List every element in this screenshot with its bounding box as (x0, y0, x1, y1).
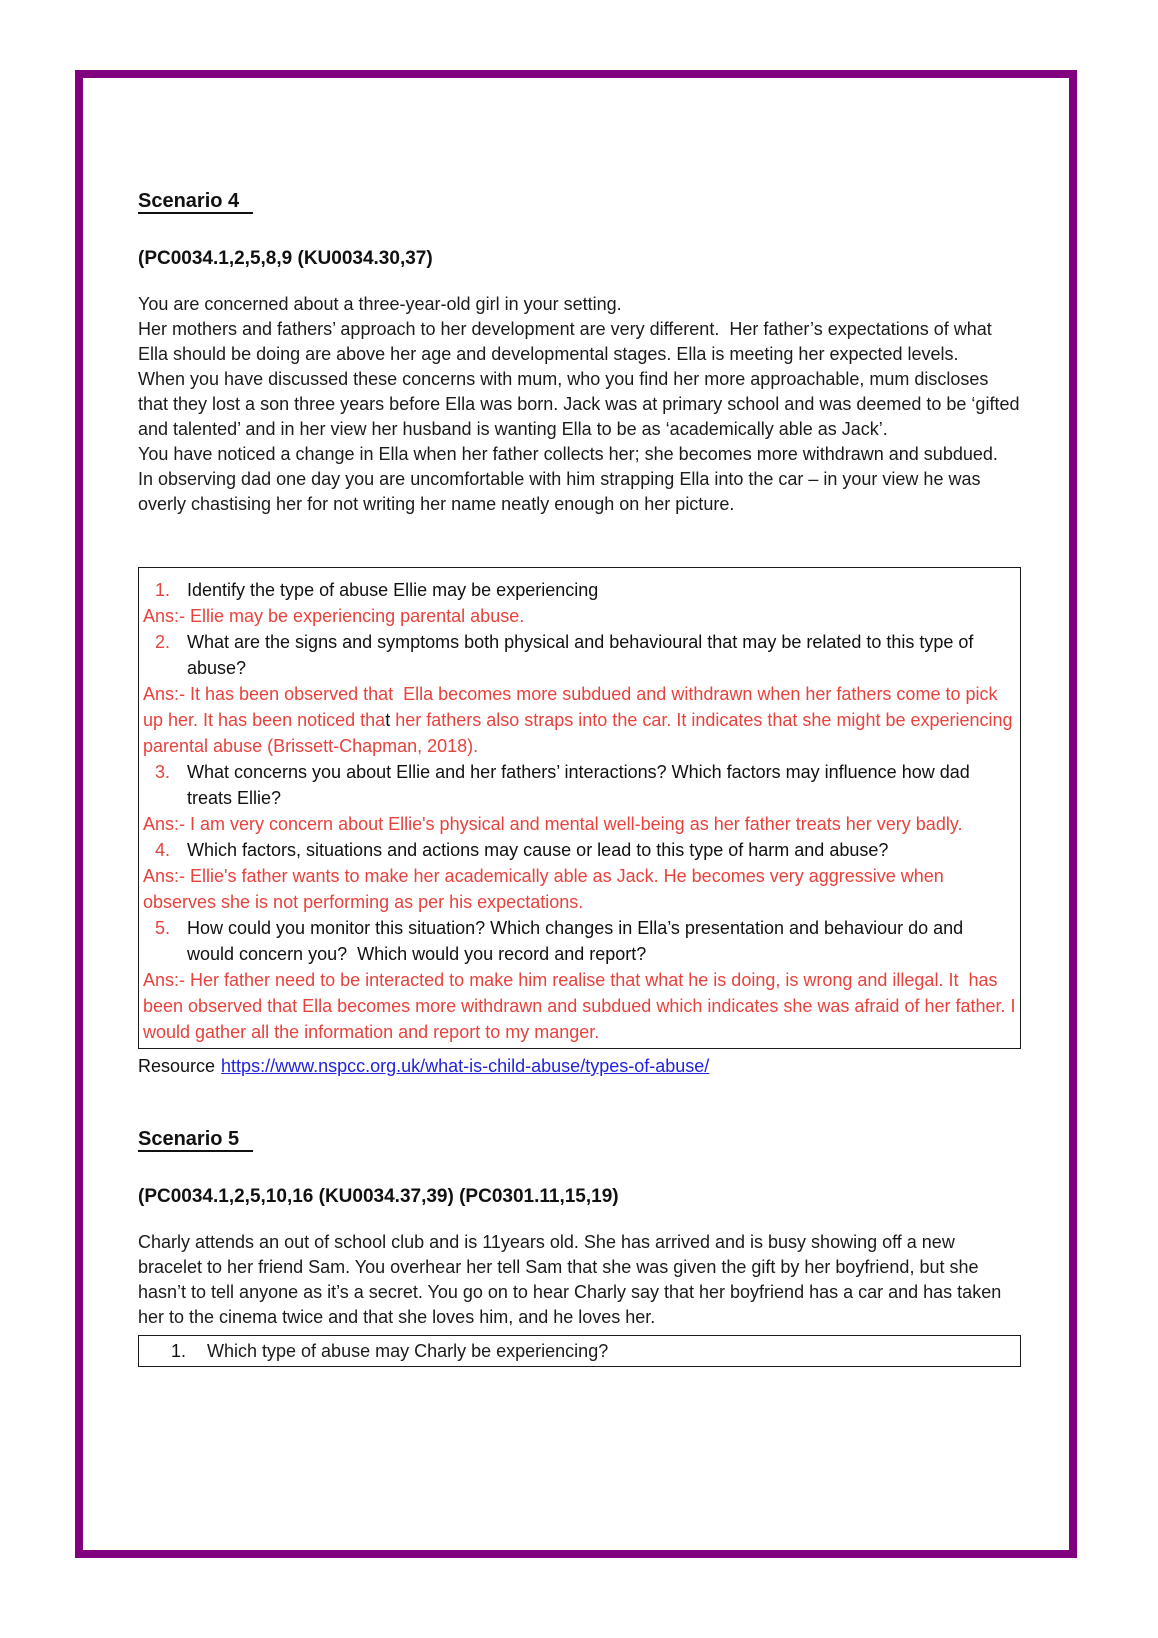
answer-3: Ans:- I am very concern about Ellie's physical and mental well-being as her father treats her very badly. (143, 814, 963, 834)
answer-2-part1: Ans:- It has been observed that Ella becomes more subdued and withdrawn when her fathers come to pick up her. It has been noticed tha (143, 684, 1003, 730)
answer-1: Ans:- Ellie may be experiencing parental abuse. (143, 606, 525, 626)
question-2-number: 2. (155, 632, 171, 652)
document-page-border (75, 70, 1077, 1558)
scenario4-paragraph-line: When you have discussed these concerns with mum, who you find her more approachable, mum discloses that they lost a son three years before Ella was born. Jack was at primary school and was deemed to be ‘gifted and talented’ and in her view her husband is wanting Ella to be as ‘academically able as Jack’. (138, 369, 1025, 439)
resource-label: Resource (138, 1056, 216, 1076)
scenario5-question-box (138, 1335, 1021, 1367)
question-5-number: 5. (155, 918, 171, 938)
answer-2 (143, 681, 1016, 759)
question-1 (143, 577, 1016, 603)
question-2-text: What are the signs and symptoms both physical and behavioural that may be related to this type of abuse? (187, 632, 979, 678)
scenario5-heading-text: Scenario 5 (138, 1128, 253, 1152)
question-3-text: What concerns you about Ellie and her fathers’ interactions? Which factors may influence how dad treats Ellie? (187, 762, 975, 808)
scenario4-heading-text: Scenario 4 (138, 190, 253, 214)
question-4-number: 4. (155, 840, 171, 860)
answer-2-part2: her fathers also straps into the car. It indicates that she might be experiencing parental abuse (Brissett-Chapman, 2018). (143, 710, 1018, 756)
scenario5-heading (138, 1126, 1021, 1152)
nspcc-link[interactable]: https://www.nspcc.org.uk/what-is-child-abuse/types-of-abuse/ (221, 1056, 710, 1076)
document-content (83, 188, 1069, 1367)
answer-2-black-char: t (385, 710, 391, 730)
scenario4-heading (138, 188, 1021, 214)
question-5 (143, 915, 1016, 967)
question-2 (143, 629, 1016, 681)
answer-4: Ans:- Ellie's father wants to make her academically able as Jack. He becomes very aggressive when observes she is not performing as per his expectations. (143, 866, 949, 912)
answer-5: Ans:- Her father need to be interacted to make him realise that what he is doing, is wrong and illegal. It has been observed that Ella becomes more withdrawn and subdued which indicates she was afraid of her father. I would gather all the information and report to my manger. (143, 970, 1021, 1042)
scenario4-question-box (138, 567, 1021, 1049)
question-4-text: Which factors, situations and actions may cause or lead to this type of harm and abuse? (187, 840, 889, 860)
scenario4-paragraph-line: Her mothers and fathers’ approach to her development are very different. Her father’s expectations of what Ella should be doing are above her age and developmental stages. Ella is meeting her expected levels. (138, 319, 997, 364)
question-3 (143, 759, 1016, 811)
scenario5-code: (PC0034.1,2,5,10,16 (KU0034.37,39) (PC0301.11,15,19) (138, 1186, 619, 1207)
scenario5-question-1-number: 1. (171, 1341, 187, 1361)
scenario4-paragraph-line: You have noticed a change in Ella when her father collects her; she becomes more withdrawn and subdued. (138, 444, 998, 464)
scenario5-paragraph-line: Charly attends an out of school club and is 11years old. She has arrived and is busy showing off a new bracelet to her friend Sam. You overhear her tell Sam that she was given the gift by her boyfriend, but she hasn’t to tell anyone as it’s a secret. You go on to hear Charly say that her boyfriend has a car and has taken her to the cinema twice and that she loves him, and he loves her. (138, 1232, 1007, 1327)
scenario4-paragraph-line: You are concerned about a three-year-old girl in your setting. (138, 294, 622, 314)
scenario4-paragraph-line: In observing dad one day you are uncomfortable with him strapping Ella into the car – in your view he was overly chastising her for not writing her name neatly enough on her picture. (138, 469, 986, 514)
question-4 (143, 837, 1016, 863)
question-5-text: How could you monitor this situation? Which changes in Ella’s presentation and behaviour do and would concern you? Which would you record and report? (187, 918, 969, 964)
question-1-text: Identify the type of abuse Ellie may be experiencing (187, 580, 599, 600)
scenario5-paragraph (138, 1230, 1021, 1330)
scenario4-code: (PC0034.1,2,5,8,9 (KU0034.30,37) (138, 248, 433, 269)
question-1-number: 1. (155, 580, 171, 600)
resource-line (138, 1054, 1021, 1079)
scenario5-question-1-text: Which type of abuse may Charly be experiencing? (207, 1341, 609, 1361)
question-3-number: 3. (155, 762, 171, 782)
scenario4-paragraph (138, 292, 1025, 517)
